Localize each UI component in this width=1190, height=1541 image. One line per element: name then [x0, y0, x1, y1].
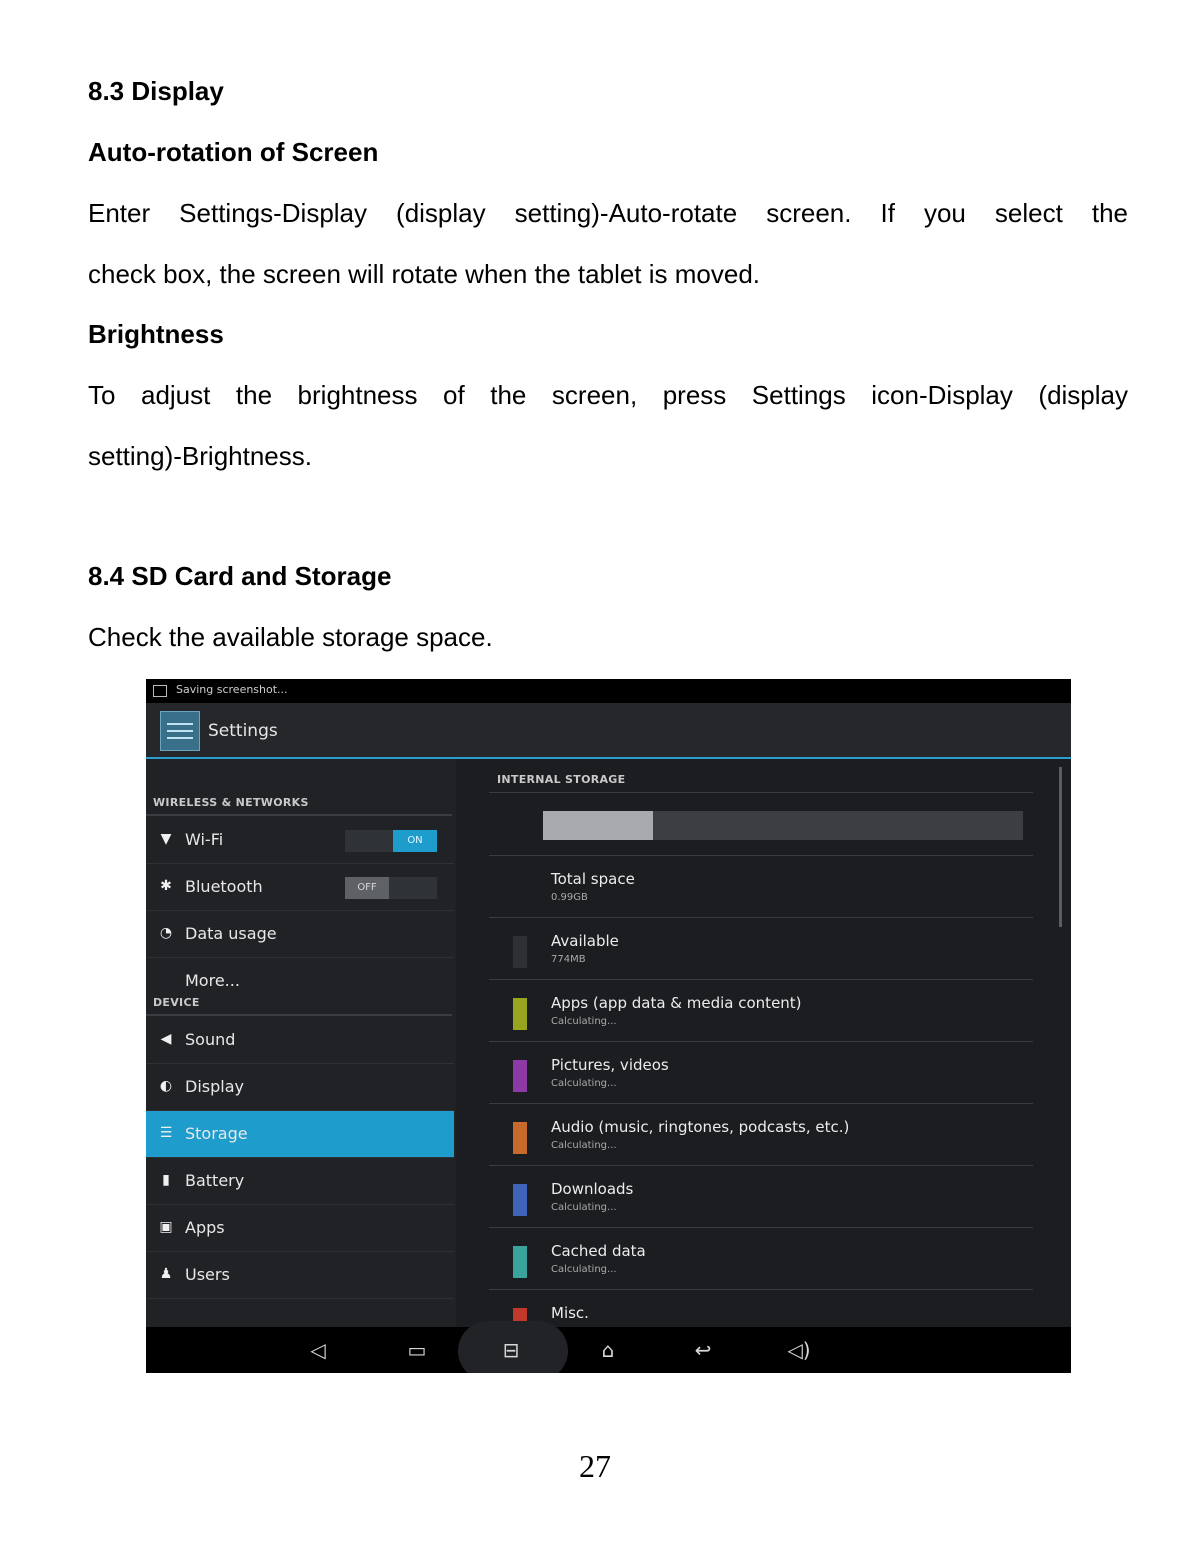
storage-row-value: Calculating... [551, 1016, 617, 1027]
storage-row-name: Pictures, videos [551, 1056, 669, 1074]
menu-label: Storage [185, 1124, 248, 1143]
menu-label: Battery [185, 1171, 245, 1190]
category-wireless: WIRELESS & NETWORKS [153, 796, 309, 809]
menu-label: Display [185, 1077, 244, 1096]
storage-row-name: Apps (app data & media content) [551, 994, 802, 1012]
menu-item-display[interactable] [146, 1064, 454, 1111]
menu-label: Apps [185, 1218, 225, 1237]
storage-row-value: Calculating... [551, 1264, 617, 1275]
bluetooth-toggle[interactable] [345, 877, 437, 899]
settings-menu [146, 759, 456, 1327]
section-heading-display: 8.3 Display [88, 76, 224, 106]
storage-usage-bar [543, 811, 1023, 840]
storage-row [456, 1042, 1056, 1104]
category-device: DEVICE [153, 996, 200, 1009]
menu-label: Sound [185, 1030, 236, 1049]
scrollbar[interactable] [1059, 767, 1062, 927]
storage-icon: ☰ [159, 1125, 173, 1141]
storage-row-value: 0.99GB [551, 892, 588, 903]
storage-usage-fill [543, 811, 653, 840]
menu-item-storage[interactable] [146, 1111, 454, 1158]
menu-label: Users [185, 1265, 230, 1284]
divider [146, 1014, 452, 1016]
bluetooth-icon: ✱ [160, 878, 172, 894]
storage-panel [456, 759, 1071, 1327]
action-bar [146, 703, 1071, 759]
storage-row-value: 774MB [551, 954, 586, 965]
storage-row [456, 856, 1056, 918]
page-number: 27 [579, 1448, 611, 1484]
menu-item-apps[interactable] [146, 1205, 454, 1252]
navigation-bar [146, 1327, 1071, 1373]
storage-row-name: Total space [551, 870, 635, 888]
menu-item-sound[interactable] [146, 1017, 454, 1064]
volume-down-icon[interactable]: ◁ [310, 1338, 326, 1362]
toggle-knob: OFF [345, 877, 389, 899]
users-icon: ♟ [159, 1266, 173, 1282]
paragraph-brightness-line1: To adjust the brightness of the screen, press Settings icon-Display (display [88, 380, 1128, 410]
data-usage-icon: ◔ [159, 925, 173, 941]
color-swatch [513, 1246, 527, 1278]
storage-row-name: Misc. [551, 1304, 589, 1322]
app-title: Settings [208, 721, 278, 741]
menu-item-bluetooth[interactable] [146, 864, 454, 911]
storage-row [456, 918, 1056, 980]
storage-row-name: Audio (music, ringtones, podcasts, etc.) [551, 1118, 850, 1136]
sound-icon: ◀ [160, 1031, 172, 1047]
storage-row-name: Cached data [551, 1242, 646, 1260]
settings-app-icon[interactable] [160, 711, 200, 751]
section-heading-storage: 8.4 SD Card and Storage [88, 561, 392, 591]
divider [489, 792, 1033, 793]
status-text: Saving screenshot... [176, 683, 288, 696]
wifi-icon: ▼ [160, 831, 172, 847]
paragraph-auto-rotation-line1: Enter Settings-Display (display setting)-Auto-rotate screen. If you select the [88, 198, 1128, 228]
paragraph-storage: Check the available storage space. [88, 622, 493, 652]
toggle-knob: ON [393, 830, 437, 852]
volume-up-icon[interactable]: ◁) [787, 1338, 811, 1362]
storage-section-title: INTERNAL STORAGE [497, 773, 626, 786]
menu-label: Wi-Fi [185, 830, 224, 849]
menu-label: Bluetooth [185, 877, 263, 896]
menu-label: Data usage [185, 924, 277, 943]
storage-row-name: Downloads [551, 1180, 634, 1198]
storage-row [456, 1104, 1056, 1166]
wifi-toggle[interactable] [345, 830, 437, 852]
screenshot-icon [153, 685, 167, 697]
storage-row-value: Calculating... [551, 1140, 617, 1151]
color-swatch [513, 1184, 527, 1216]
menu-item-battery[interactable] [146, 1158, 454, 1205]
color-swatch [513, 1060, 527, 1092]
menu-item-wifi[interactable] [146, 817, 454, 864]
color-swatch [513, 1122, 527, 1154]
tablet-screenshot [146, 679, 1071, 1373]
home-icon[interactable]: ⌂ [601, 1338, 615, 1362]
storage-row [456, 980, 1056, 1042]
menu-item-users[interactable] [146, 1252, 454, 1299]
storage-row [456, 1166, 1056, 1228]
status-bar [146, 679, 1071, 703]
storage-row-name: Available [551, 932, 619, 950]
recent-apps-icon[interactable]: ▭ [407, 1338, 427, 1362]
color-swatch [513, 936, 527, 968]
divider [146, 814, 452, 816]
menu-label: More... [185, 971, 240, 990]
screenshot-button-icon[interactable]: ⊟ [502, 1338, 520, 1362]
back-icon[interactable]: ↩ [694, 1338, 712, 1362]
menu-item-data-usage[interactable] [146, 911, 454, 958]
subheading-brightness: Brightness [88, 319, 224, 349]
paragraph-auto-rotation-line2: check box, the screen will rotate when the tablet is moved. [88, 259, 761, 289]
storage-row-value: Calculating... [551, 1202, 617, 1213]
storage-row [456, 1228, 1056, 1290]
storage-row-value: Calculating... [551, 1078, 617, 1089]
color-swatch [513, 998, 527, 1030]
paragraph-brightness-line2: setting)-Brightness. [88, 441, 312, 471]
subheading-auto-rotation: Auto-rotation of Screen [88, 137, 379, 167]
apps-icon: ▣ [159, 1219, 173, 1235]
battery-icon: ▮ [162, 1172, 170, 1188]
display-icon: ◐ [159, 1078, 173, 1094]
